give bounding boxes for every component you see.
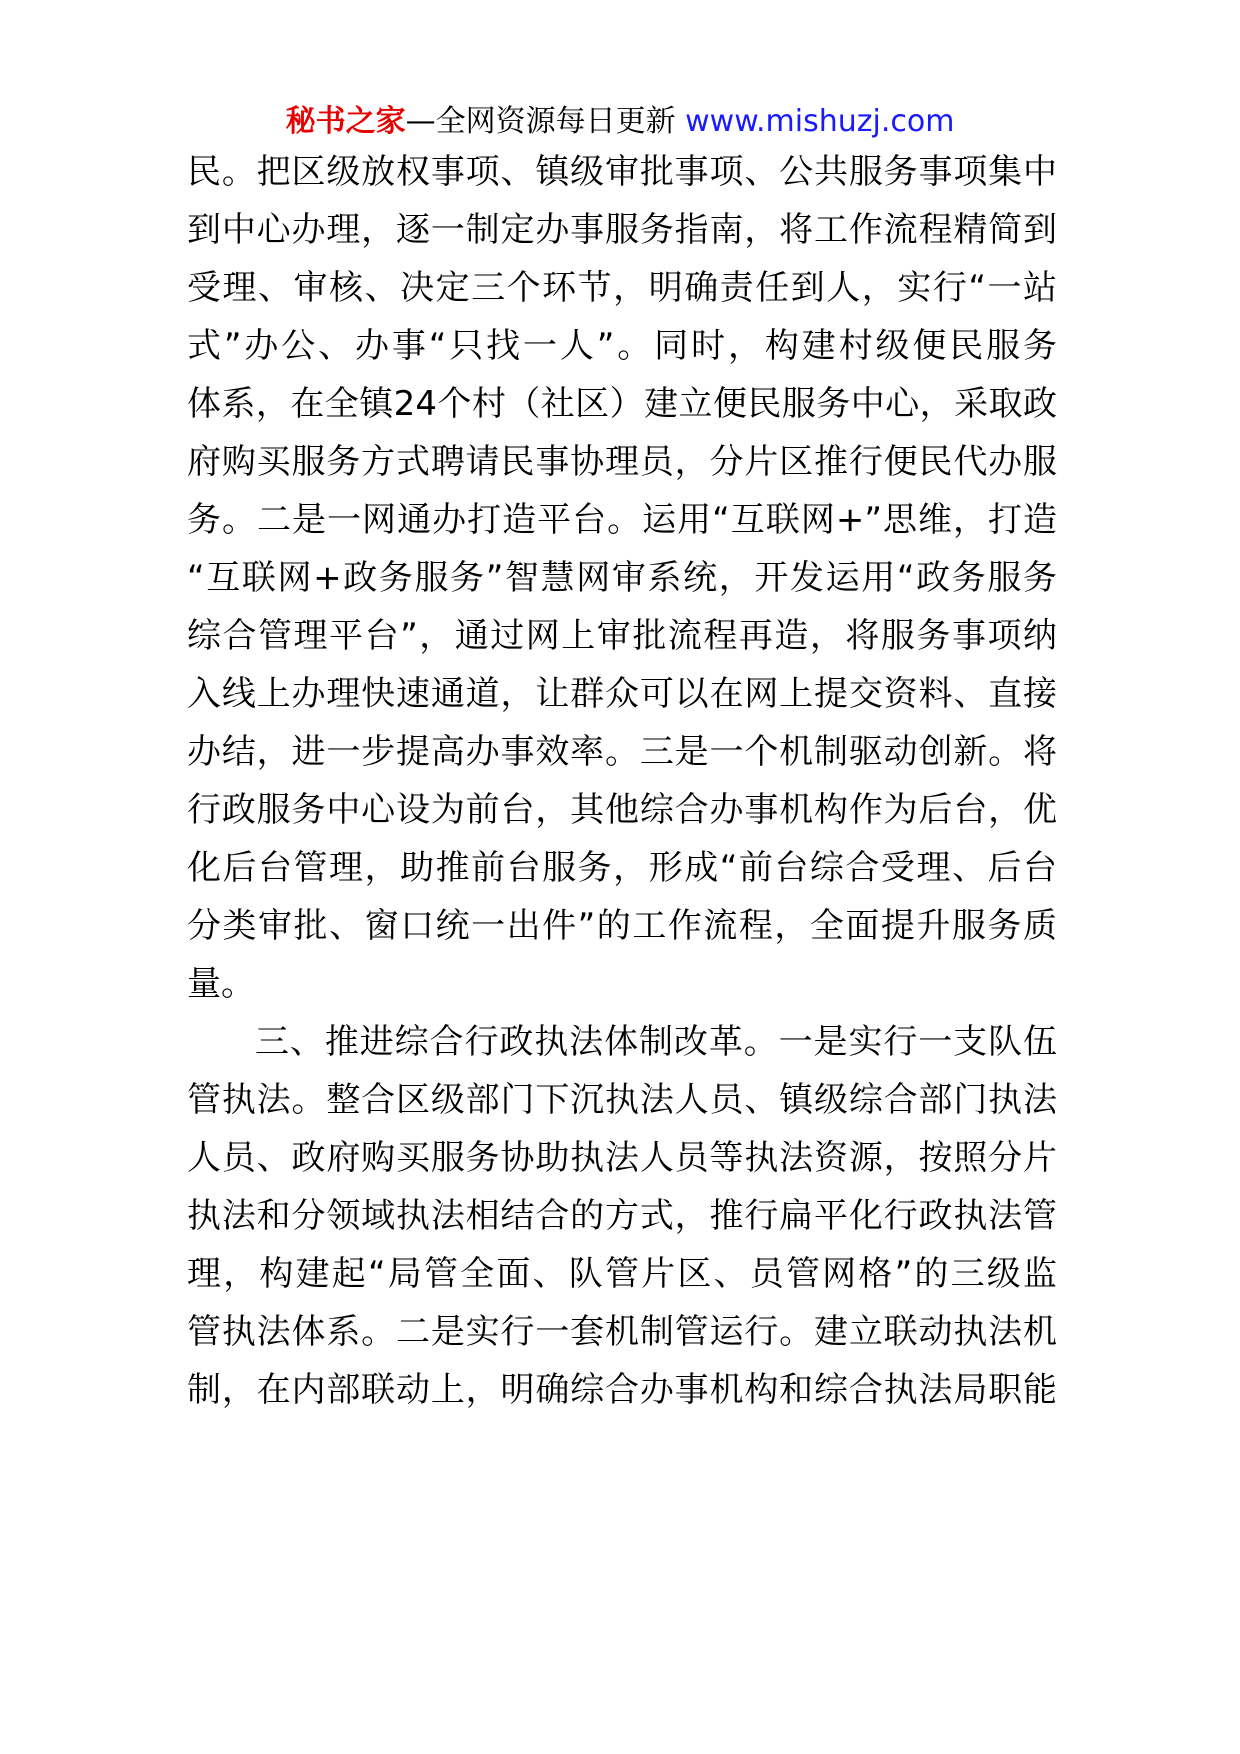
text-line: 综合管理平台”，通过网上审批流程再造，将服务事项纳 — [187, 616, 1057, 656]
text-line: 务。二是一网通办打造平台。运用“互联网+”思维，打造 — [187, 500, 1057, 540]
text-line: 执法和分领域执法相结合的方式，推行扁平化行政执法管 — [187, 1196, 1057, 1236]
text-line: “互联网+政务服务”智慧网审系统，开发运用“政务服务 — [187, 558, 1057, 598]
text-line: 民。把区级放权事项、镇级审批事项、公共服务事项集中 — [187, 152, 1057, 192]
text-line: 到中心办理，逐一制定办事服务指南，将工作流程精简到 — [187, 210, 1057, 250]
text-line: 体系，在全镇24个村（社区）建立便民服务中心，采取政 — [187, 384, 1057, 424]
text-line: 制，在内部联动上，明确综合办事机构和综合执法局职能 — [187, 1370, 1057, 1410]
page-header — [0, 100, 1240, 144]
text-line: 管执法。整合区级部门下沉执法人员、镇级综合部门执法 — [187, 1080, 1057, 1120]
text-line: 受理、审核、决定三个环节，明确责任到人，实行“一站 — [187, 268, 1057, 308]
text-line: 办结，进一步提高办事效率。三是一个机制驱动创新。将 — [187, 732, 1057, 772]
text-line: 化后台管理，助推前台服务，形成“前台综合受理、后台 — [187, 848, 1057, 888]
text-line: 分类审批、窗口统一出件”的工作流程，全面提升服务质 — [187, 906, 1057, 946]
text-line: 行政服务中心设为前台，其他综合办事机构作为后台，优 — [187, 790, 1057, 830]
site-slogan: —全网资源每日更新 — [405, 104, 686, 139]
text-line: 量。 — [187, 964, 255, 1004]
text-line: 式”办公、办事“只找一人”。同时，构建村级便民服务 — [187, 326, 1057, 366]
site-url: www.mishuzj.com — [685, 104, 955, 139]
section-heading-line: 三、推进综合行政执法体制改革。一是实行一支队伍 — [255, 1022, 1057, 1062]
text-line: 入线上办理快速通道，让群众可以在网上提交资料、直接 — [187, 674, 1057, 714]
text-line: 管执法体系。二是实行一套机制管运行。建立联动执法机 — [187, 1312, 1057, 1352]
text-line: 人员、政府购买服务协助执法人员等执法资源，按照分片 — [187, 1138, 1057, 1178]
text-line: 理，构建起“局管全面、队管片区、员管网格”的三级监 — [187, 1254, 1057, 1294]
site-brand: 秘书之家 — [285, 104, 406, 139]
text-line: 府购买服务方式聘请民事协理员，分片区推行便民代办服 — [187, 442, 1057, 482]
